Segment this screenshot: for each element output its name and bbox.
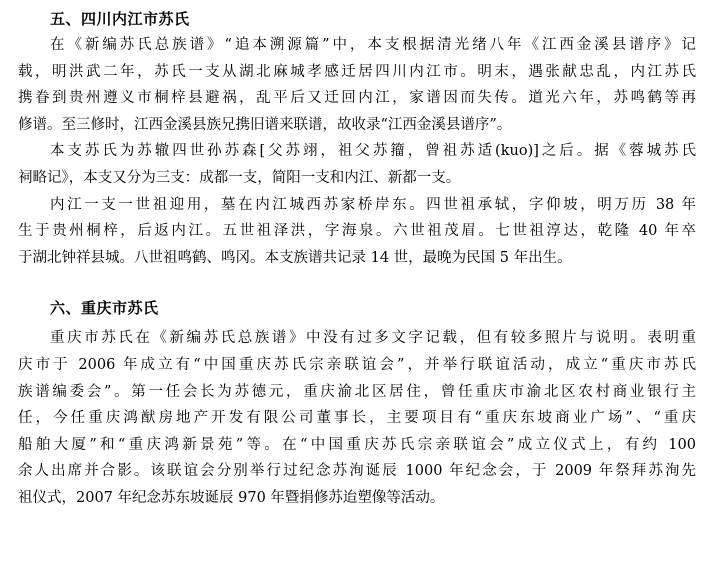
- text-line: 内江一支一世祖迎用，墓在内江城西苏家桥岸东。四世祖承轼，字仰坡，明万历 38 年: [50, 196, 696, 213]
- section-5-heading: 五、四川内江市苏氏: [50, 10, 190, 28]
- text-line: 生于贵州桐梓，后返内江。五世祖泽洪，字海泉。六世祖茂眉。七世祖淳达，乾隆 40 年卒: [18, 223, 696, 240]
- text-line: 庆市于 2006 年成立有“中国重庆苏氏宗亲联谊会”，并举行联谊活动，成立“重庆市苏氏: [18, 356, 696, 373]
- text-line: 修谱。至三修时，江西金溪县族兄携旧谱来联谱，故收录“江西金溪县谱序”。: [18, 116, 512, 133]
- section-5-paragraph-3: [18, 192, 696, 272]
- section-6-heading: 六、重庆市苏氏: [50, 299, 159, 318]
- text-line: 船舶大厦”和“重庆鸿新景苑”等。在“中国重庆苏氏宗亲联谊会”成立仪式上，有约 100: [18, 436, 696, 453]
- text-line: 于湖北钟祥县城。八世祖鸣鹤、鸣冈。本支族谱共记录 14 世，最晚为民国 5 年出生。: [18, 249, 572, 266]
- section-5-paragraph-2: [18, 138, 696, 191]
- section-spacer: [18, 271, 696, 295]
- text-line: 在《新编苏氏总族谱》“追本溯源篇”中，本支根据清光绪八年《江西金溪县谱序》记: [50, 37, 696, 53]
- text-line: 族谱编委会”。第一任会长为苏德元，重庆渝北区居住，曾任重庆市渝北区农村商业银行主: [18, 383, 696, 400]
- text-line: 重庆市苏氏在《新编苏氏总族谱》中没有过多文字记载，但有较多照片与说明。表明重: [50, 330, 696, 347]
- text-line: 本支苏氏为苏辙四世孙苏森[父苏翊，祖父苏籀，曾祖苏适(kuo)]之后。据《蓉城苏氏: [50, 143, 696, 160]
- text-line: 祠略记》，本支又分为三支：成都一支，简阳一支和内江、新都一支。: [18, 169, 461, 186]
- text-line: 载，明洪武二年，苏氏一支从湖北麻城孝感迁居四川内江市。明末，遇张献忠乱，内江苏氏: [18, 63, 696, 80]
- text-line: 祖仪式，2007 年纪念苏东坡诞辰 970 年暨捐修苏迨塑像等活动。: [18, 489, 445, 506]
- text-line: 余人出席并合影。该联谊会分别举行过纪念苏洵诞辰 1000 年纪念会，于 2009 年祭拜苏洵先: [18, 463, 696, 480]
- section-5-paragraph-1: [18, 32, 696, 138]
- text-line: 任，今任重庆鸿猷房地产开发有限公司董事长，主要项目有“重庆东坡商业广场”、“重庆: [18, 410, 696, 427]
- section-6-paragraph-1: [18, 325, 696, 511]
- text-line: 携眷到贵州遵义市桐梓县避祸，乱平后又迁回内江，家谱因而失传。道光六年，苏鸣鹤等再: [18, 90, 696, 107]
